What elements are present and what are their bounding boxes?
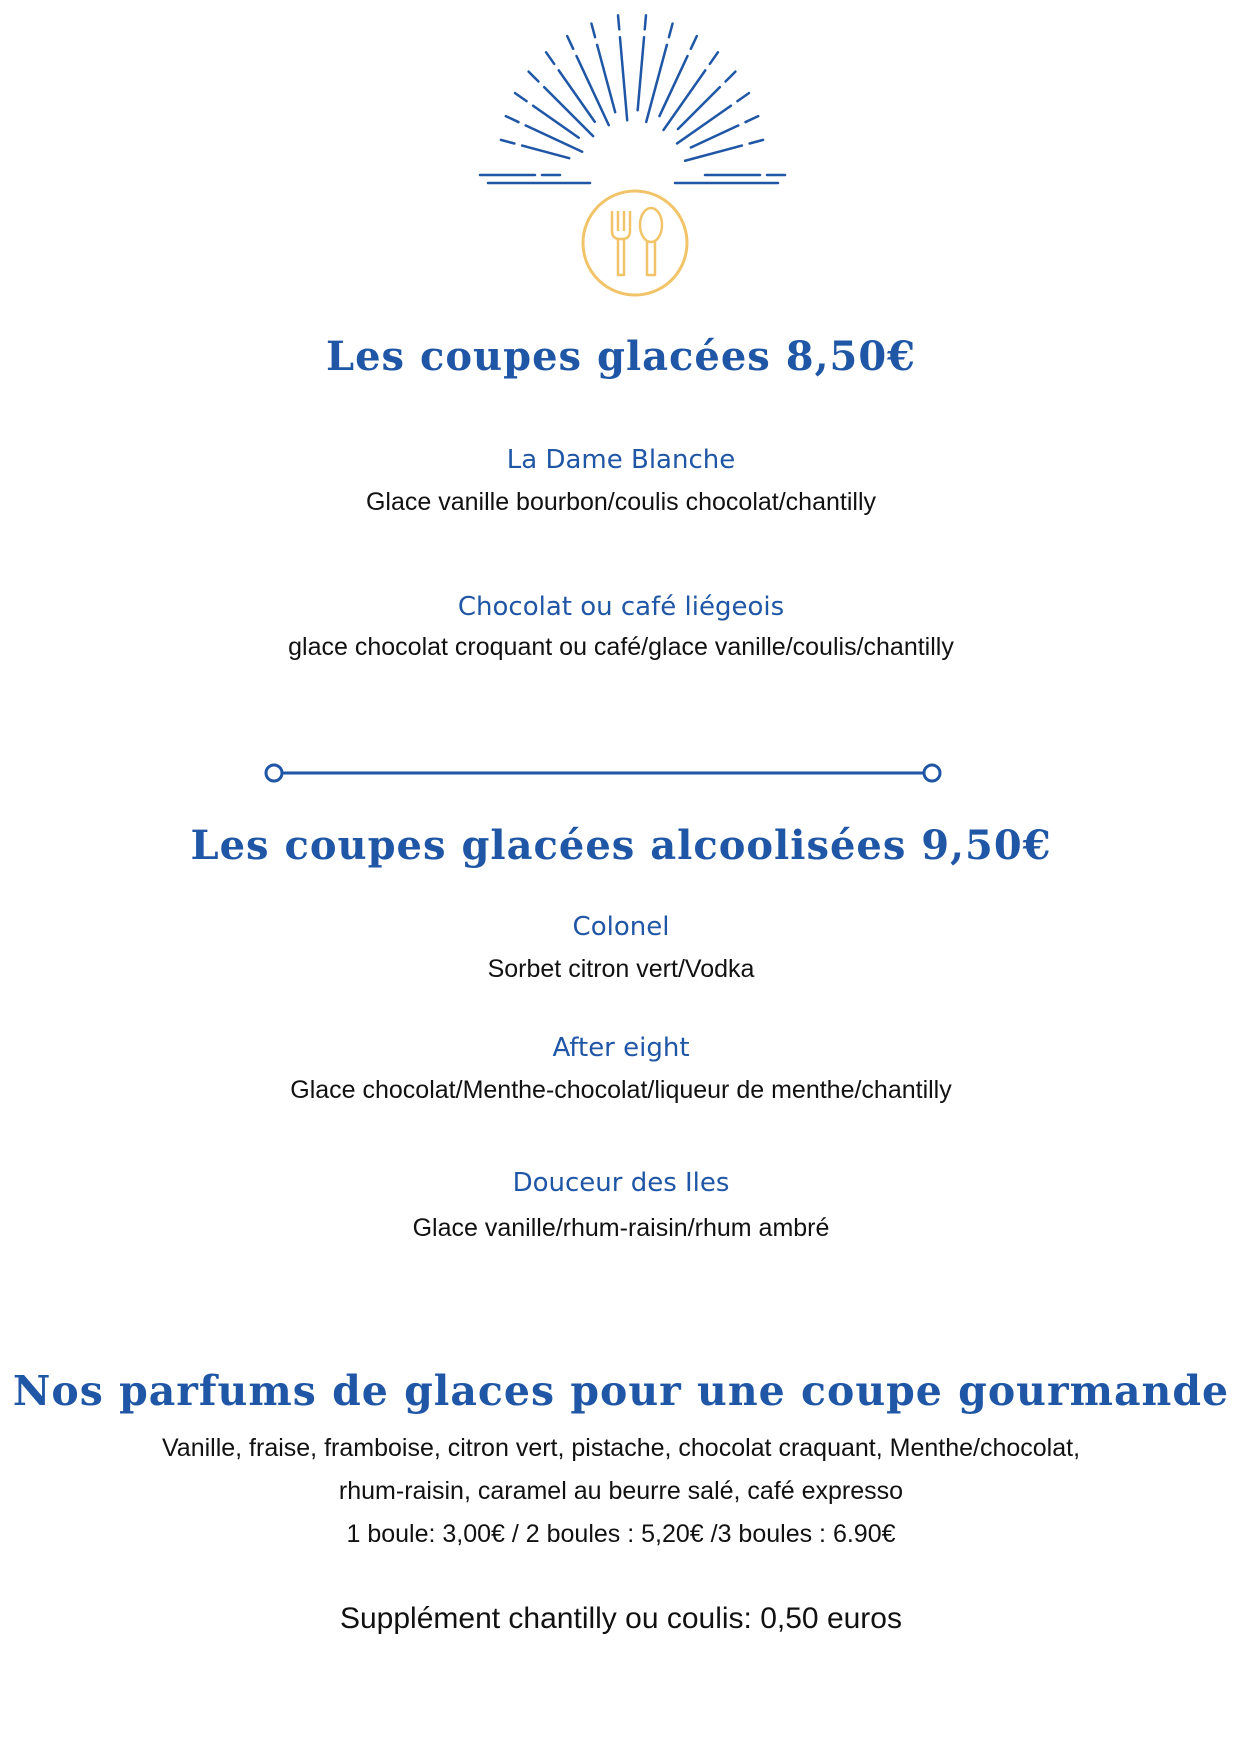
supplement-note: Supplément chantilly ou coulis: 0,50 euros — [339, 1602, 902, 1635]
flavours-line-1: Vanille, fraise, framboise, citron vert, pistache, chocolat craquant, Menthe/chocolat, — [161, 1434, 1081, 1462]
item-desc-liegeois: glace chocolat croquant ou café/glace vanille/coulis/chantilly — [288, 633, 954, 661]
item-desc-dame-blanche: Glace vanille bourbon/coulis chocolat/chantilly — [365, 488, 876, 516]
item-desc-after-eight: Glace chocolat/Menthe-chocolat/liqueur de menthe/chantilly — [290, 1076, 952, 1104]
fork-spoon-icon — [575, 183, 695, 303]
line-divider — [263, 758, 943, 788]
section-title-coupes: Les coupes glacées 8,50€ — [325, 333, 917, 380]
item-title-douceur: Douceur des Iles — [512, 1168, 730, 1198]
item-title-liegeois: Chocolat ou café liégeois — [457, 592, 785, 622]
item-title-after-eight: After eight — [552, 1033, 690, 1063]
flavours-line-2: rhum-raisin, caramel au beurre salé, café expresso — [338, 1477, 904, 1505]
flavours-prices: 1 boule: 3,00€ / 2 boules : 5,20€ /3 boules : 6.90€ — [346, 1520, 896, 1548]
section-title-alcoolisees: Les coupes glacées alcoolisées 9,50€ — [190, 822, 1052, 869]
item-desc-colonel: Sorbet citron vert/Vodka — [487, 955, 755, 983]
item-desc-douceur: Glace vanille/rhum-raisin/rhum ambré — [412, 1214, 830, 1242]
sunburst-icon — [0, 0, 1242, 200]
item-title-dame-blanche: La Dame Blanche — [506, 445, 736, 475]
flavours-title: Nos parfums de glaces pour une coupe gourmande — [12, 1367, 1230, 1415]
item-title-colonel: Colonel — [572, 912, 670, 942]
